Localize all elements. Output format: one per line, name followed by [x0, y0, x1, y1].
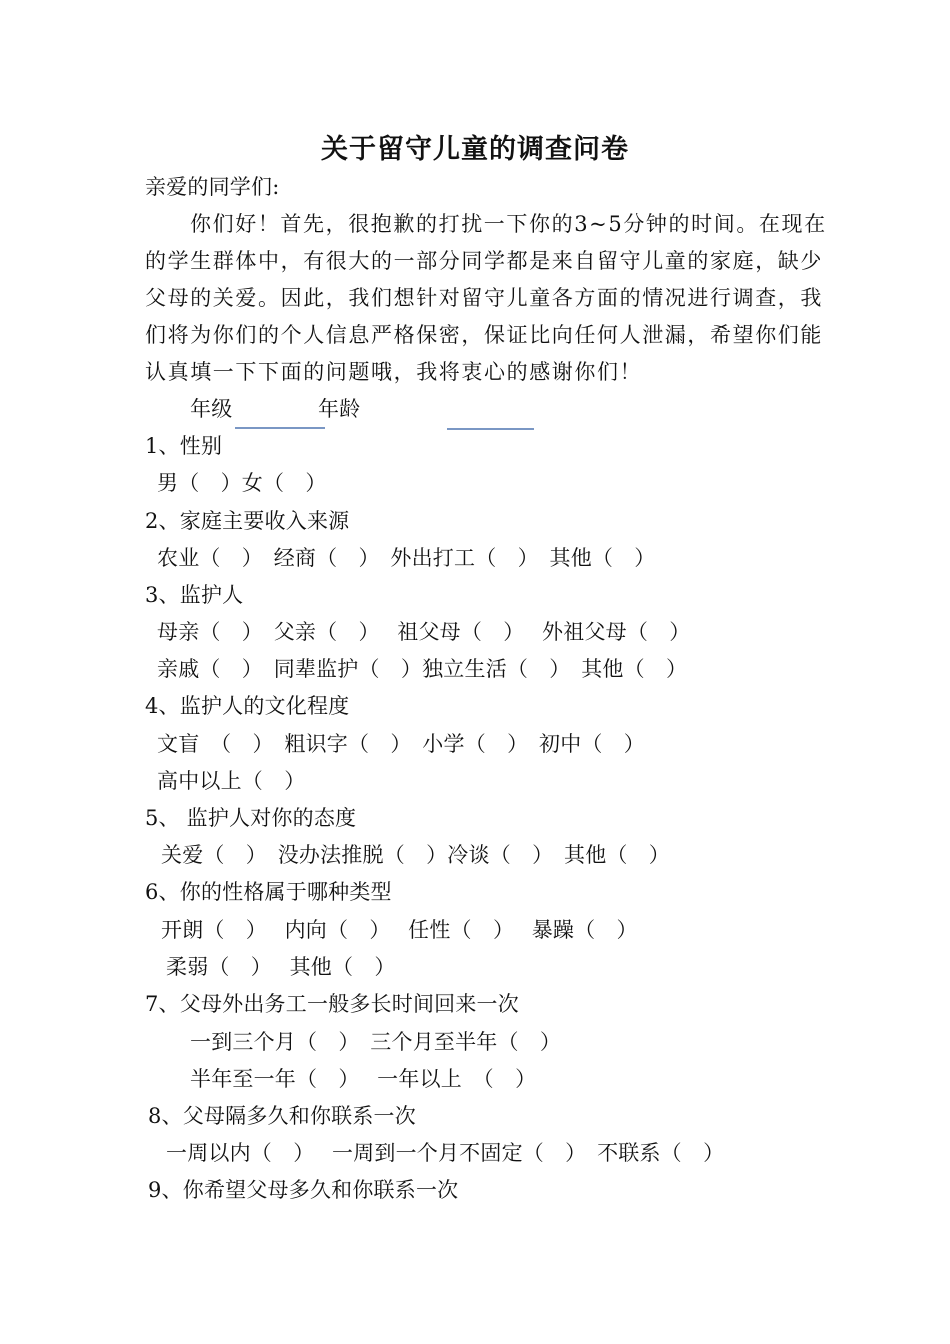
q5-question: 5、 监护人对你的态度: [145, 806, 357, 830]
q5-options[interactable]: 关爱（ ） 没办法推脱（ ）冷谈（ ） 其他（ ）: [161, 843, 670, 867]
q8-question: 8、父母隔多久和你联系一次: [148, 1104, 416, 1128]
q2-question: 2、家庭主要收入来源: [145, 509, 350, 533]
grade-label: 年级: [190, 397, 233, 421]
q3-options-row2[interactable]: 亲戚（ ） 同辈监护（ ）独立生活（ ） 其他（ ）: [157, 657, 688, 681]
q4-options-row1[interactable]: 文盲 （ ） 粗识字（ ） 小学（ ） 初中（ ）: [157, 732, 645, 756]
age-blank[interactable]: [447, 428, 534, 430]
q8-options[interactable]: 一周以内（ ） 一周到一个月不固定（ ） 不联系（ ）: [166, 1141, 725, 1165]
document-title: 关于留守儿童的调查问卷: [321, 134, 629, 165]
q1-options[interactable]: 男（ ）女（ ）: [157, 471, 327, 495]
q9-question: 9、你希望父母多久和你联系一次: [148, 1178, 459, 1202]
q6-question: 6、你的性格属于哪种类型: [145, 880, 392, 904]
q3-question: 3、监护人: [145, 583, 244, 607]
age-label: 年龄: [318, 397, 361, 421]
q4-question: 4、监护人的文化程度: [145, 694, 350, 718]
intro-line-2: 的学生群体中，有很大的一部分同学都是来自留守儿童的家庭，缺少: [145, 249, 823, 273]
q1-question: 1、性别: [145, 434, 223, 458]
intro-line-5: 认真填一下下面的问题哦，我将衷心的感谢你们！: [145, 360, 643, 384]
q4-options-row2[interactable]: 高中以上（ ）: [157, 769, 306, 793]
intro-line-4: 们将为你们的个人信息严格保密，保证比向任何人泄漏，希望你们能: [145, 323, 823, 347]
q6-options-row2[interactable]: 柔弱（ ） 其他（ ）: [166, 955, 396, 979]
q2-options[interactable]: 农业（ ） 经商（ ） 外出打工（ ） 其他（ ）: [157, 546, 656, 570]
intro-line-3: 父母的关爱。因此，我们想针对留守儿童各方面的情况进行调查，我: [145, 286, 823, 310]
q6-options-row1[interactable]: 开朗（ ） 内向（ ） 任性（ ） 暴躁（ ）: [161, 918, 638, 942]
q7-options-row2[interactable]: 半年至一年（ ） 一年以上 （ ）: [190, 1067, 537, 1091]
greeting: 亲爱的同学们:: [145, 175, 280, 199]
grade-blank[interactable]: [235, 427, 325, 429]
q7-question: 7、父母外出务工一般多长时间回来一次: [145, 992, 519, 1016]
q3-options-row1[interactable]: 母亲（ ） 父亲（ ） 祖父母（ ） 外祖父母（ ）: [157, 620, 691, 644]
q7-options-row1[interactable]: 一到三个月（ ） 三个月至半年（ ）: [190, 1030, 562, 1054]
intro-line-1: 你们好！首先，很抱歉的打扰一下你的3~5分钟的时间。在现在: [190, 212, 827, 236]
